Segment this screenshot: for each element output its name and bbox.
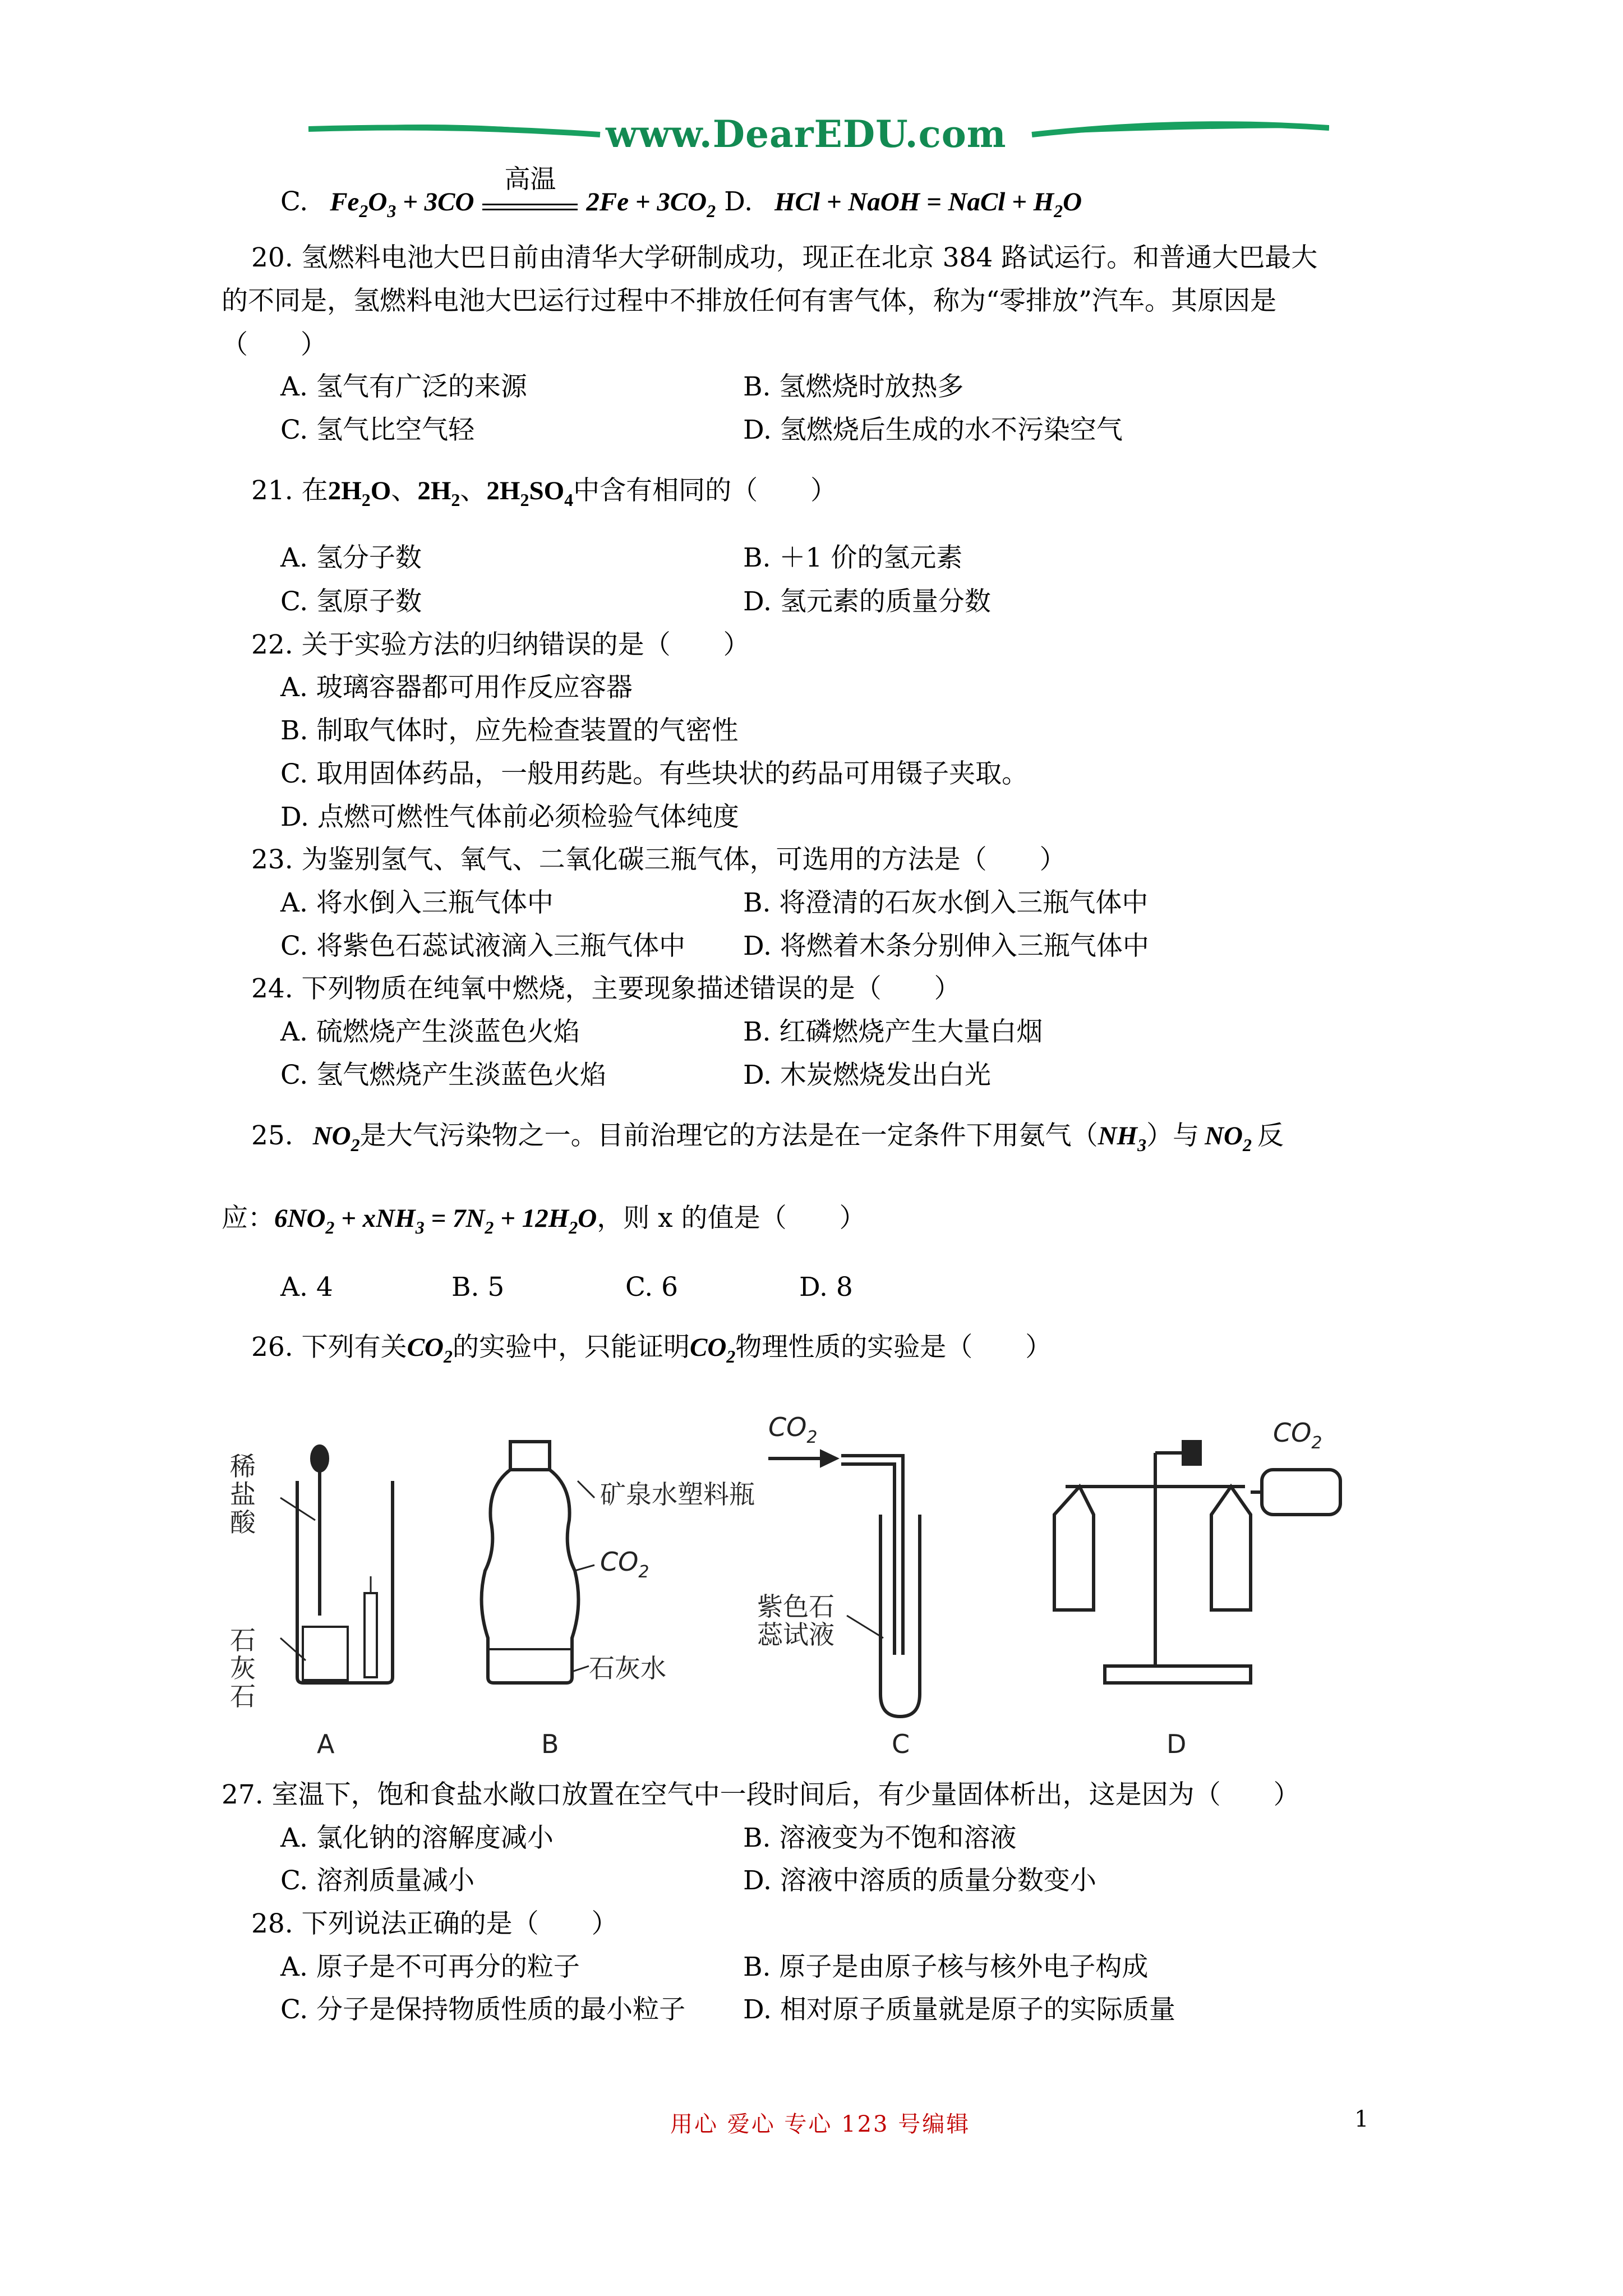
svg-text:石: 石: [230, 1681, 256, 1711]
q19-option-c: C. $Fe_2O_3 + 3CO$ 高温 $2Fe + 3CO_2$ D. HCl + NaOH = NaCl + $H_2O$: [280, 164, 1082, 221]
experiment-b-label-lime: 石灰水: [589, 1653, 666, 1683]
q24-option-d: D. 木炭燃烧发出白光: [743, 1060, 991, 1091]
q21-stem: 21. 在$2H_2O$、$2H_2$、$2H_2SO_4$中含有相同的（ ）: [251, 475, 837, 510]
svg-text:稀: 稀: [230, 1451, 256, 1481]
q22-stem: 22. 关于实验方法的归纳错误的是（ ）: [251, 629, 750, 660]
experiment-a-label-stone: [230, 1625, 256, 1711]
experiment-b: [482, 1442, 594, 1683]
q28-stem: 28. 下列说法正确的是（ ）: [251, 1908, 618, 1939]
q23-option-a: A. 将水倒入三瓶气体中: [280, 887, 554, 918]
experiment-a: [280, 1446, 393, 1683]
q20-stem-line1: 20. 氢燃料电池大巴日前由清华大学研制成功，现正在北京 384 路试运行。和普通大巴最大: [251, 242, 1318, 273]
q23-stem: 23. 为鉴别氢气、氧气、二氧化碳三瓶气体，可选用的方法是（ ）: [251, 844, 1066, 875]
q21-option-c: C. 氢原子数: [280, 586, 422, 617]
q22-option-a: A. 玻璃容器都可用作反应容器: [280, 672, 633, 703]
experiment-a-label-acid: [230, 1451, 256, 1538]
caption-a: A: [317, 1729, 335, 1759]
experiment-c: [768, 1452, 920, 1717]
q25-option-b: B. 5: [451, 1272, 505, 1303]
caption-b: B: [541, 1729, 559, 1759]
q21-option-b: B. ＋1 价的氢元素: [743, 542, 963, 573]
q28-option-a: A. 原子是不可再分的粒子: [280, 1952, 580, 1982]
q24-stem: 24. 下列物质在纯氧中燃烧，主要现象描述错误的是（ ）: [251, 973, 961, 1004]
experiment-b-label-bottle: 矿泉水塑料瓶: [600, 1479, 755, 1510]
svg-text:盐: 盐: [230, 1479, 256, 1510]
site-logo-text[interactable]: www.DearEDU.com: [606, 112, 1007, 156]
q27-stem: 27. 室温下，饱和食盐水敞口放置在空气中一段时间后，有少量固体析出，这是因为（ ）: [222, 1779, 1300, 1810]
q20-option-d: D. 氢燃烧后生成的水不污染空气: [743, 415, 1123, 445]
q26-stem: 26. 下列有关$CO_2$的实验中，只能证明$CO_2$物理性质的实验是（ ）: [251, 1332, 1052, 1366]
q20-option-b: B. 氢燃烧时放热多: [743, 371, 964, 402]
q27-option-d: D. 溶液中溶质的质量分数变小: [743, 1865, 1096, 1896]
q27-option-c: C. 溶剂质量减小: [280, 1865, 475, 1896]
experiment-c-label-co2: $CO_2$: [768, 1412, 818, 1447]
q25-stem-line1: 25. $NO_2$是大气污染物之一。目前治理它的方法是在一定条件下用氨气$(NH_3)$与 $NO_2$ 反: [251, 1120, 1284, 1155]
q28-option-c: C. 分子是保持物质性质的最小粒子: [280, 1994, 686, 2025]
svg-text:酸: 酸: [230, 1507, 256, 1538]
q27-option-b: B. 溶液变为不饱和溶液: [743, 1823, 1017, 1853]
q25-option-a: A. 4: [280, 1272, 333, 1303]
co2-experiments-figure: [213, 1402, 1419, 1773]
q20-stem-line2: 的不同是，氢燃料电池大巴运行过程中不排放任何有害气体，称为“零排放”汽车。其原因是: [222, 286, 1277, 316]
q24-option-b: B. 红磷燃烧产生大量白烟: [743, 1016, 1043, 1047]
q20-stem-line3: （ ）: [222, 329, 327, 360]
svg-text:灰: 灰: [230, 1653, 256, 1683]
q22-option-c: C. 取用固体药品，一般用药匙。有些块状的药品可用镊子夹取。: [280, 758, 1029, 789]
q21-option-a: A. 氢分子数: [280, 542, 422, 573]
page-number: 1: [1354, 2106, 1369, 2132]
svg-text:蕊试液: 蕊试液: [757, 1619, 834, 1650]
q21-option-d: D. 氢元素的质量分数: [743, 586, 991, 617]
q23-option-c: C. 将紫色石蕊试液滴入三瓶气体中: [280, 931, 686, 961]
experiment-d-label-co2: $CO_2$: [1273, 1418, 1322, 1453]
caption-c: C: [892, 1729, 910, 1759]
q24-option-a: A. 硫燃烧产生淡蓝色火焰: [280, 1016, 580, 1047]
q23-option-b: B. 将澄清的石灰水倒入三瓶气体中: [743, 887, 1149, 918]
q22-option-d: D. 点燃可燃性气体前必须检验气体纯度: [280, 802, 739, 832]
q28-option-b: B. 原子是由原子核与核外电子构成: [743, 1952, 1149, 1982]
footer-text: 用心 爱心 专心 123 号编辑: [670, 2111, 971, 2137]
experiment-c-label-litmus: [757, 1591, 834, 1650]
q22-option-b: B. 制取气体时，应先检查装置的气密性: [280, 715, 739, 746]
q25-option-d: D. 8: [799, 1272, 853, 1303]
q25-stem-line2: 应：$6NO_2 + xNH_3 = 7N_2 + 12H_2O$，则 x 的值是（ ）: [222, 1203, 866, 1237]
q20-option-c: C. 氢气比空气轻: [280, 415, 475, 445]
q27-option-a: A. 氯化钠的溶解度减小: [280, 1823, 554, 1853]
experiment-d: [1054, 1442, 1340, 1683]
experiment-b-label-co2: $CO_2$: [600, 1547, 649, 1582]
caption-d: D: [1166, 1729, 1187, 1759]
q28-option-d: D. 相对原子质量就是原子的实际质量: [743, 1994, 1175, 2025]
q23-option-d: D. 将燃着木条分别伸入三瓶气体中: [743, 931, 1149, 961]
svg-text:石: 石: [230, 1625, 256, 1655]
q25-option-c: C. 6: [625, 1272, 679, 1303]
q24-option-c: C. 氢气燃烧产生淡蓝色火焰: [280, 1060, 607, 1091]
q20-option-a: A. 氢气有广泛的来源: [280, 371, 527, 402]
svg-text:紫色石: 紫色石: [757, 1591, 834, 1622]
